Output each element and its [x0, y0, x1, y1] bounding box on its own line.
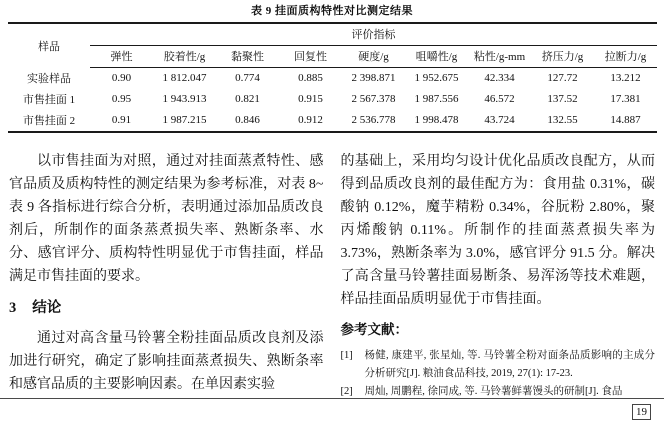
cell-value: 46.572: [484, 92, 515, 105]
header-metric: 硬度/g: [342, 46, 405, 68]
cell-value: 2 536.778: [351, 113, 396, 126]
cell-value: 1 987.556: [414, 92, 459, 105]
table-row: [8, 110, 657, 132]
header-sample: 样品: [38, 40, 60, 53]
cell-value: 0.91: [111, 113, 132, 126]
cell-value: 1 987.215: [162, 113, 207, 126]
paragraph: 以市售挂面为对照，通过对挂面蒸煮特性、感官品质及质构特性的测定结果为参考标准，对表 8~表 9 各指标进行综合分析，表明通过添加品质改良剂后，所制作的面条蒸煮损失率、熟断条率、水分、感官评分、质构特性明显优于市售挂面，样品满足市售挂面的要求。: [9, 153, 324, 284]
cell-value: 2 567.378: [351, 92, 396, 105]
header-group: 评价指标: [90, 23, 657, 46]
row-label: 实验样品: [27, 72, 71, 85]
table-row: [8, 89, 657, 110]
table-caption: 表 9 挂面质构特性对比测定结果: [251, 5, 413, 17]
reference-item: [341, 347, 656, 383]
table-header: [8, 23, 657, 68]
cell-value: 0.915: [298, 92, 323, 105]
header-metric: 拉断力/g: [594, 46, 657, 68]
header-metric: 粘性/g-mm: [468, 46, 531, 68]
cell-value: 1 952.675: [414, 71, 459, 84]
section-heading-conclusion: [9, 297, 324, 320]
footer-rule: [0, 398, 664, 399]
cell-value: 14.887: [610, 113, 641, 126]
cell-value: 43.724: [484, 113, 515, 126]
cell-value: 1 998.478: [414, 113, 459, 126]
page-number: 19: [632, 404, 651, 420]
row-label: 市售挂面 2: [22, 114, 76, 127]
texture-results-table: [8, 22, 657, 133]
header-metric: 弹性: [90, 46, 153, 68]
cell-value: 0.95: [111, 92, 132, 105]
cell-value: 137.52: [547, 92, 578, 105]
cell-value: 17.381: [610, 92, 641, 105]
cell-value: 0.912: [298, 113, 323, 126]
cell-value: 2 398.871: [351, 71, 396, 84]
header-metric: 回复性: [279, 46, 342, 68]
cell-value: 127.72: [547, 71, 578, 84]
table-row: [8, 68, 657, 89]
cell-value: 0.821: [235, 92, 260, 105]
header-metric: 黏聚性: [216, 46, 279, 68]
paragraph: 的基础上，采用均匀设计优化品质改良配方，从而得到品质改良剂的最佳配方为：食用盐 0.31%，碳酸钠 0.12%，魔芋精粉 0.34%，谷朊粉 2.80%，聚丙烯酸钠 0.11%。所制作的挂面蒸煮损失率为 3.73%，熟断条率为 3.0%，感官评分 91.5 分。解决了高含量马铃薯挂面易断条、易浑汤等技术难题，样品挂面品质明显优于市售挂面。: [340, 153, 655, 307]
heading-number: 3: [9, 299, 17, 316]
cell-value: 132.55: [547, 113, 578, 126]
header-metric: 胶着性/g: [153, 46, 216, 68]
paragraph: 通过对高含量马铃薯全粉挂面品质改良剂及添加进行研究，确定了影响挂面蒸煮损失、熟断条率和感官品质的主要影响因素。在单因素实验: [9, 330, 324, 392]
cell-value: 0.846: [235, 113, 260, 126]
header-metric: 挤压力/g: [531, 46, 594, 68]
cell-value: 1 812.047: [162, 71, 207, 84]
reference-number: [1]: [340, 349, 353, 361]
cell-value: 0.774: [235, 71, 260, 84]
row-label: 市售挂面 1: [22, 93, 76, 106]
reference-text: 周灿, 周鹏程, 徐同成, 等. 马铃薯鲜薯馒头的研制[J]. 食品: [364, 385, 623, 397]
cell-value: 0.885: [298, 71, 323, 84]
reference-number: [2]: [340, 385, 353, 397]
cell-value: 13.212: [610, 71, 641, 84]
heading-text: 结论: [32, 299, 62, 316]
left-column: [9, 150, 324, 401]
table-section: [0, 0, 664, 133]
cell-value: 0.90: [111, 71, 132, 84]
cell-value: 42.334: [484, 71, 515, 84]
references-heading: 参考文献：: [340, 321, 408, 337]
right-column: [341, 150, 656, 401]
two-column-body: [0, 150, 664, 401]
reference-text: 杨健, 康建平, 张星灿, 等. 马铃薯全粉对面条品质影响的主成分分析研究[J]. 粮油食品科技, 2019, 27(1): 17-23.: [364, 349, 655, 379]
cell-value: 1 943.913: [162, 92, 207, 105]
header-metric: 咀嚼性/g: [405, 46, 468, 68]
